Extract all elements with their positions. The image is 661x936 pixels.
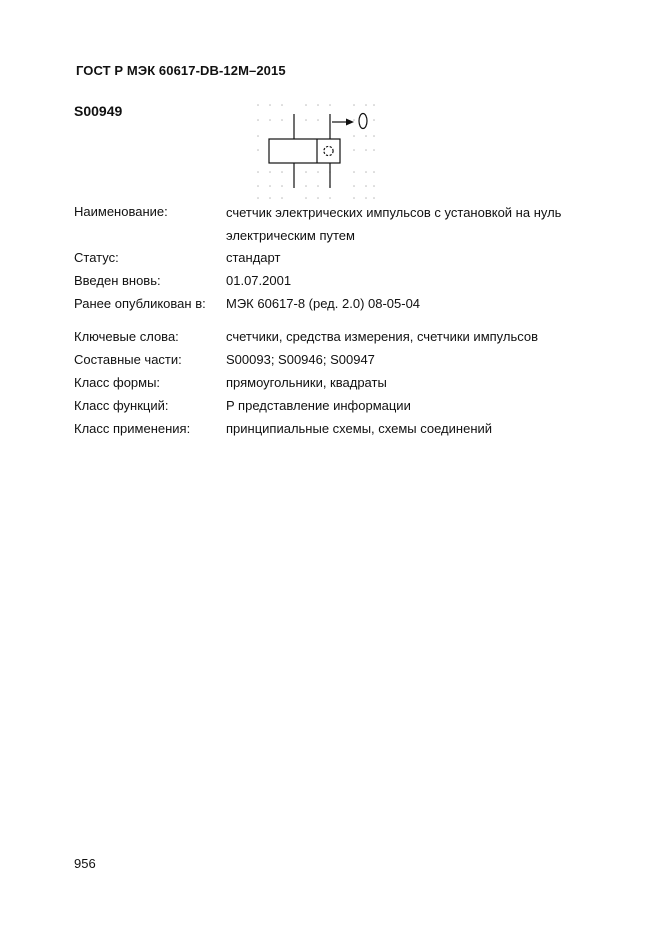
- field-value: стандарт: [226, 250, 281, 265]
- field-value: счетчик электрических импульсов с установкой на нуль электрическим путем: [226, 205, 562, 243]
- field-label: Ключевые слова:: [74, 329, 179, 344]
- field-label: Ранее опубликован в:: [74, 296, 206, 311]
- field-value: прямоугольники, квадраты: [226, 375, 387, 390]
- field-value: S00093; S00946; S00947: [226, 352, 375, 367]
- field-label: Класс формы:: [74, 375, 161, 390]
- grid-dots: [257, 104, 375, 199]
- pulse-counter-reset-symbol-icon: [250, 100, 380, 202]
- field-label: Класс применения:: [74, 421, 191, 436]
- field-value: МЭК 60617-8 (ред. 2.0) 08-05-04: [226, 296, 421, 311]
- field-label: Наименование:: [74, 204, 168, 219]
- field-value: 01.07.2001: [226, 273, 292, 288]
- field-label: Статус:: [74, 250, 119, 265]
- field-value: счетчики, средства измерения, счетчики импульсов: [226, 329, 539, 344]
- document-header: ГОСТ Р МЭК 60617-DB-12M–2015: [76, 63, 286, 78]
- field-value: принципиальные схемы, схемы соединений: [226, 421, 493, 436]
- field-label: Составные части:: [74, 352, 182, 367]
- symbol-code: S00949: [74, 103, 123, 119]
- page-number: 956: [74, 856, 96, 871]
- field-value: P представление информации: [226, 398, 411, 413]
- field-label: Класс функций:: [74, 398, 169, 413]
- field-label: Введен вновь:: [74, 273, 161, 288]
